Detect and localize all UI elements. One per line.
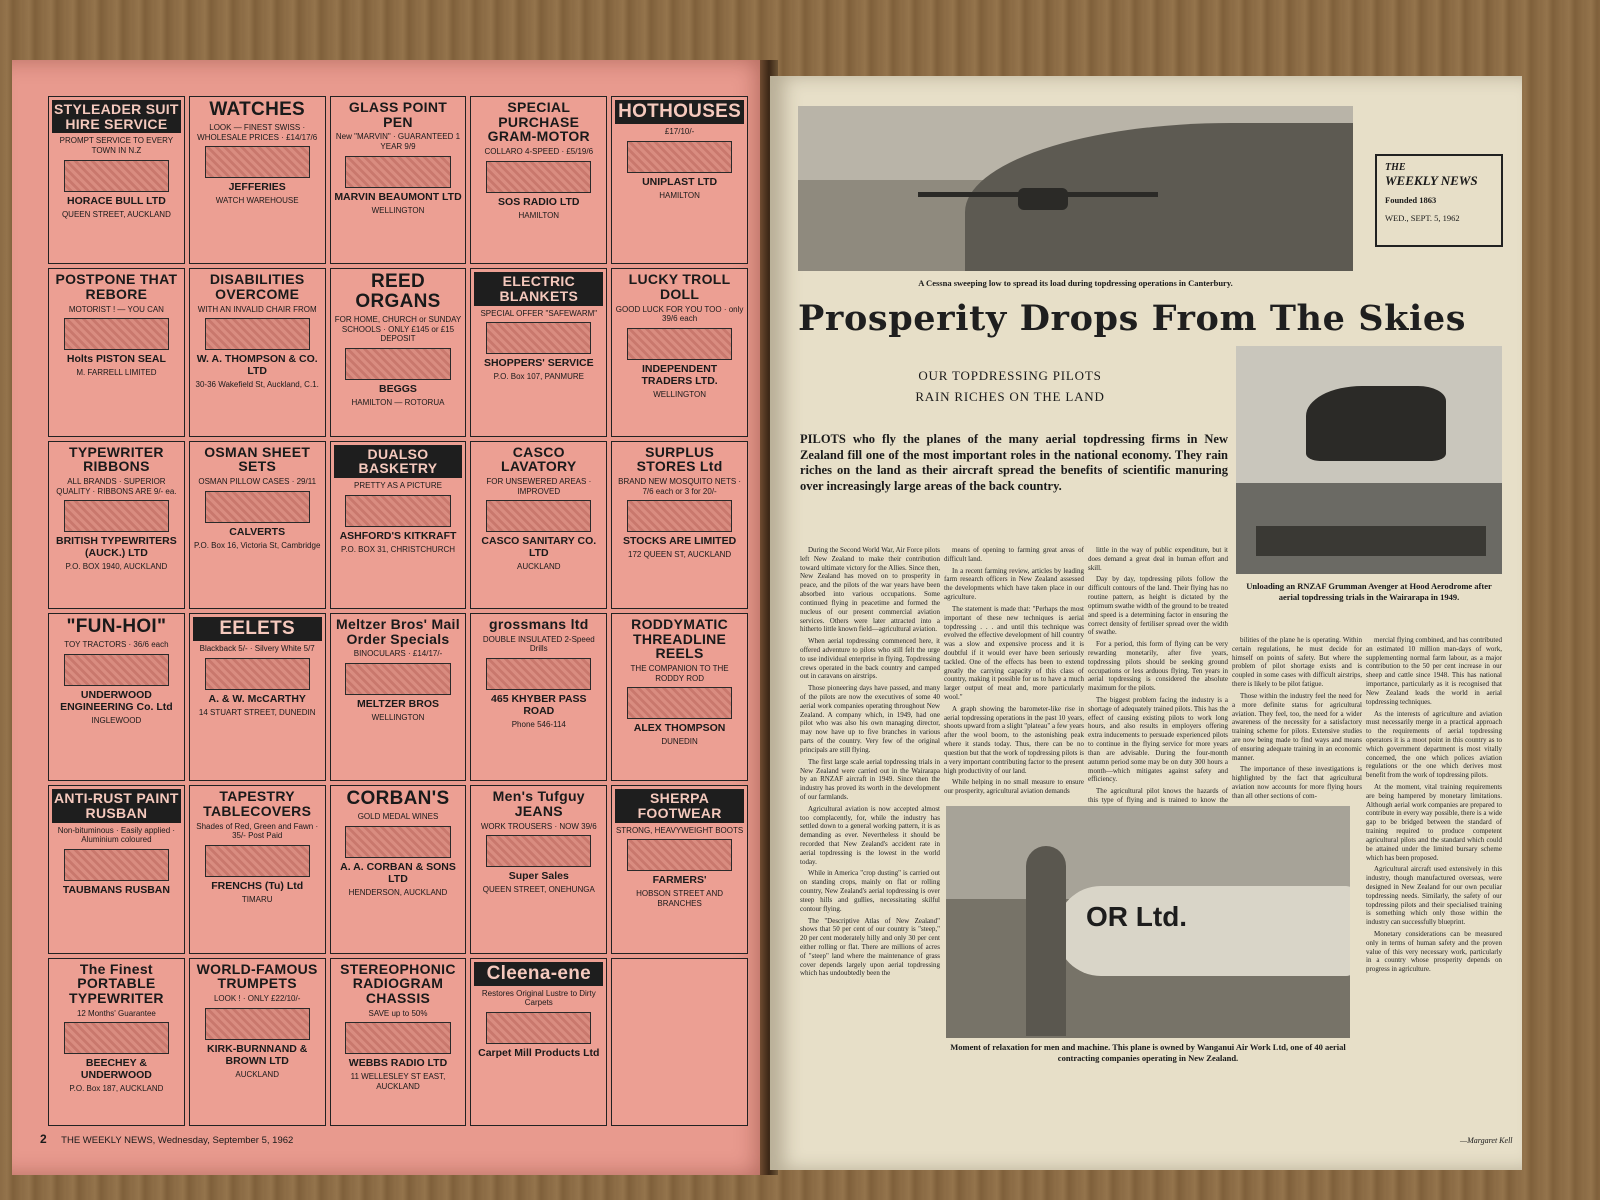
ad-advertiser: BEGGS	[379, 382, 417, 395]
ad-body: 12 Months' Guarantee	[76, 1008, 156, 1018]
article-paragraph: bilities of the plane he is operating. Within certain regulations, he must decide for himself on points of safety. But where the problem of pilot shortage exists and is coupled in some cases with difficult airstrips, there is likely to be pilot fatigue.	[1232, 636, 1362, 689]
ad-advertiser: SHOPPERS' SERVICE	[483, 357, 594, 370]
classified-ad	[330, 785, 467, 953]
article-paragraph: During the Second World War, Air Force pilots left New Zealand to make their contribution toward ultimate victory for the Allies. Since then, New Zealand has moved on to prosperity in peace, and the pilots of the war years have been absorbed into various occupations. Some continued flying in peacetime and formed the nucleus of our present commercial aviation services. Others were later attracted into a hitherto little known field—agricultural aviation.	[800, 546, 940, 634]
ad-illustration	[486, 500, 591, 532]
subhead-line-1: OUR TOPDRESSING PILOTS	[918, 368, 1102, 383]
ad-headline: "FUN-HOI"	[66, 615, 167, 637]
ad-illustration	[64, 849, 169, 881]
ad-address: WELLINGTON	[653, 390, 706, 400]
article-column-1	[800, 546, 940, 1166]
ad-illustration	[64, 654, 169, 686]
ad-body: THE COMPANION TO THE RODDY ROD	[630, 664, 729, 683]
masthead-date: WED., SEPT. 5, 1962	[1385, 213, 1460, 223]
article-paragraph: As the interests of agriculture and aviation must necessarily merge in a practical approach to the requirements of aerial topdressing operators it is a moot point in this country as to which government department is most vitally concerned, the one which polices aviation regulations or the one which derives most benefit from the work of topdressing pilots.	[1366, 709, 1502, 780]
ad-advertiser: 465 KHYBER PASS ROAD	[491, 692, 587, 717]
ad-body: OSMAN PILLOW CASES · 29/11	[198, 477, 317, 487]
ad-body: TOY TRACTORS · 36/6 each	[64, 639, 169, 649]
classified-ad	[189, 441, 326, 609]
ad-body: PRETTY AS A PICTURE	[354, 481, 442, 491]
article-paragraph: Agricultural aircraft used extensively in this industry, though manufactured overseas, were designed in New Zealand for our own peculiar topdressing needs. Similarly, the safety of our topdressing pilots and their specialised training is something which only those within the industry can successfully blueprint.	[1366, 865, 1502, 927]
ad-address: AUCKLAND	[235, 1069, 279, 1079]
ad-headline: REED ORGANS	[355, 271, 441, 313]
ad-address: AUCKLAND	[517, 562, 561, 572]
ad-body: MOTORIST ! — YOU CAN	[68, 304, 164, 314]
ad-advertiser: SOS RADIO LTD	[498, 195, 580, 208]
ad-address: P.O. Box 16, Victoria St, Cambridge	[193, 540, 321, 550]
ad-headline: HOTHOUSES	[615, 100, 744, 124]
ad-advertiser: WEBBS RADIO LTD	[348, 1057, 448, 1070]
ad-headline: TYPEWRITER RIBBONS	[69, 443, 164, 475]
ad-address: P.O. BOX 31, CHRISTCHURCH	[340, 544, 456, 554]
masthead-title: WEEKLY NEWS	[1385, 173, 1478, 188]
ad-illustration	[205, 1008, 310, 1040]
ad-illustration	[345, 826, 450, 858]
classified-ad	[470, 958, 607, 1126]
ad-advertiser: A. & W. McCARTHY	[208, 692, 306, 705]
ad-illustration	[627, 141, 732, 173]
article-paragraph: In a recent farming review, articles by leading farm research officers in New Zealand assessed the developments which have taken place in our agriculture.	[944, 566, 1084, 602]
article-paragraph: While in America "crop dusting" is carried out on standing crops, mainly on flat or rolling country, New Zealand's aerial topdressing is over steep hills and gullies, necessitating skilful contour flying.	[800, 869, 940, 913]
ad-advertiser: UNDERWOOD ENGINEERING Co. Ltd	[60, 688, 173, 713]
ad-headline: CASCO LAVATORY	[501, 443, 577, 475]
classified-ad	[48, 268, 185, 436]
classified-ad	[48, 613, 185, 781]
article-paragraph: Day by day, topdressing pilots follow the difficult contours of the land. Their flying has no routine pattern, as height is dictated by the optimum swathe width of the ground to be treated and speed is a determining factor in ensuring the correct density of fertiliser spread over the width of swathe.	[1088, 575, 1228, 637]
article-paragraph: Monetary considerations can be measured only in terms of human safety and the proven value of this very necessary work, particularly in a country whose prosperity depends on progress in agriculture.	[1366, 930, 1502, 974]
article-headline: Prosperity Drops From The Skies	[798, 298, 1467, 339]
aircraft-body	[1018, 188, 1068, 210]
ad-headline: ANTI-RUST PAINT RUSBAN	[54, 790, 179, 822]
ad-headline: Men's Tufguy JEANS	[492, 788, 585, 820]
ad-body: BRAND NEW MOSQUITO NETS · 7/6 each or 3 for 20/-	[618, 477, 742, 496]
article-paragraph: When aerial topdressing commenced here, it offered adventure to pilots who still felt the urge to use individual enterprise in flying. Topdressing crews operated in the back country and camped out in caravans on airstrips.	[800, 637, 940, 681]
classified-ad	[330, 958, 467, 1126]
classified-ad	[470, 785, 607, 953]
ad-illustration	[64, 500, 169, 532]
ad-illustration	[627, 839, 732, 871]
ad-address: Phone 546-114	[511, 719, 566, 729]
ad-headline: Meltzer Bros' Mail Order Specials	[336, 615, 460, 647]
ad-address: QUEEN STREET, ONEHUNGA	[482, 885, 595, 895]
byline: —Margaret Kell	[1460, 1136, 1513, 1145]
ad-advertiser: BEECHEY & UNDERWOOD	[80, 1057, 152, 1082]
ad-address: 11 WELLESLEY ST EAST, AUCKLAND	[350, 1072, 446, 1091]
ad-advertiser: CASCO SANITARY CO. LTD	[481, 535, 597, 560]
ad-headline: OSMAN SHEET SETS	[204, 443, 311, 475]
classified-ad	[48, 958, 185, 1126]
ad-body: PROMPT SERVICE TO EVERY TOWN IN N.Z	[59, 136, 174, 155]
classified-ad	[330, 268, 467, 436]
article-paragraph: At the moment, vital training requirements are being hampered by monetary limitations. Although aerial work companies are prepared to contribute in every way possible, there is a wide gap to be bridged between the standard of training required to produce competent agricultural pilots and the standard which could be attained under the limited bursary scheme which has been proposed.	[1366, 783, 1502, 862]
classified-ad	[189, 785, 326, 953]
ad-body: FOR HOME, CHURCH or SUNDAY SCHOOLS · ONLY £145 or £15 DEPOSIT	[334, 315, 462, 344]
ad-headline: DUALSO BASKETRY	[334, 445, 463, 478]
ad-address: HAMILTON	[518, 210, 560, 220]
ad-address: HAMILTON	[659, 190, 700, 200]
subhead-line-2: RAIN RICHES ON THE LAND	[915, 388, 1105, 404]
article-paragraph: The importance of these investigations is highlighted by the fact that agricultural aviation now accounts for more flying hours than all other sections of com-	[1232, 765, 1362, 800]
ad-body: SAVE up to 50%	[368, 1008, 428, 1018]
article-paragraph: The agricultural pilot knows the hazards of this type of flying and is trained to know the	[1088, 787, 1228, 804]
classified-ad	[470, 96, 607, 264]
ad-illustration	[486, 658, 591, 690]
ad-illustration	[486, 835, 591, 867]
article-paragraph: The first large scale aerial topdressing trials in New Zealand were carried out in the Wairarapa by an RNZAF aircraft in 1949. Since then the industry has proved its worth in the development of our farmlands.	[800, 757, 940, 801]
classified-ad	[189, 96, 326, 264]
ad-body: Shades of Red, Green and Fawn · 35/- Post Paid	[196, 821, 319, 841]
ad-advertiser: Super Sales	[508, 870, 569, 883]
ad-illustration	[64, 318, 169, 350]
classified-ad	[611, 268, 748, 436]
top-photo-caption: A Cessna sweeping low to spread its load during topdressing operations in Canterbury.	[918, 278, 1233, 288]
classified-ad	[189, 958, 326, 1126]
ad-illustration	[345, 348, 450, 380]
ad-advertiser: ASHFORD'S KITKRAFT	[339, 529, 457, 542]
classified-ad	[330, 613, 467, 781]
classified-ad	[611, 785, 748, 953]
ad-illustration	[486, 322, 591, 354]
classified-ad	[330, 441, 467, 609]
article-paragraph: means of opening to farming great areas of difficult land.	[944, 546, 1084, 563]
ad-address: 30-36 Wakefield St, Auckland, C.1.	[195, 380, 319, 390]
ad-advertiser: JEFFERIES	[228, 181, 286, 194]
ad-advertiser: KIRK-BURNNAND & BROWN LTD	[207, 1042, 308, 1067]
ad-headline: ELECTRIC BLANKETS	[474, 272, 603, 305]
ad-advertiser: Carpet Mill Products Ltd	[478, 1046, 600, 1059]
classified-ad	[48, 96, 185, 264]
ad-headline: LUCKY TROLL DOLL	[628, 271, 731, 303]
ad-headline: DISABILITIES OVERCOME	[209, 271, 305, 303]
ad-body: DOUBLE INSULATED 2-Speed Drills	[482, 634, 595, 654]
ad-illustration	[205, 491, 310, 523]
ad-body: ALL BRANDS · SUPERIOR QUALITY · RIBBONS ARE 9/- ea.	[56, 477, 177, 496]
masthead	[1375, 154, 1503, 247]
ad-address: HENDERSON, AUCKLAND	[348, 887, 448, 897]
ad-address: WELLINGTON	[371, 205, 425, 215]
classified-ad	[189, 613, 326, 781]
ad-headline: STEREOPHONIC RADIOGRAM CHASSIS	[340, 960, 456, 1007]
ad-illustration	[205, 658, 310, 690]
ad-body: STRONG, HEAVYWEIGHT BOOTS	[615, 825, 744, 835]
avenger-aircraft	[1306, 386, 1446, 461]
ad-address: 172 QUEEN ST, AUCKLAND	[628, 550, 732, 560]
ad-address: HOBSON STREET AND BRANCHES	[636, 889, 724, 908]
article-paragraph: little in the way of public expenditure, but it does demand a great deal in human effort and skill.	[1088, 546, 1228, 572]
ad-headline: SPECIAL PURCHASE GRAM-MOTOR	[487, 99, 590, 145]
cessna-photo	[798, 106, 1353, 271]
ad-headline: RODDYMATIC THREADLINE REELS	[631, 615, 729, 662]
ad-advertiser: FARMERS'	[652, 874, 707, 887]
ad-illustration	[627, 328, 732, 360]
bottom-photo-caption: Moment of relaxation for men and machine. This plane is owned by Wanganui Air Work Ltd, one of 40 aerial contracting companies operating in New Zealand.	[950, 1042, 1346, 1063]
ad-address: WATCH WAREHOUSE	[215, 196, 299, 206]
article-paragraph: mercial flying combined, and has contributed an estimated 10 million man-days of work, supplementing normal farm labour, as a major contribution to the 50 per cent increase in our sheep and cattle since 1948. This has national importance, particularly as it is recognised that New Zealand leads the world in aerial topdressing techniques.	[1366, 636, 1502, 706]
ad-headline: EELETS	[193, 617, 322, 641]
ad-illustration	[345, 156, 450, 188]
ad-illustration	[205, 318, 310, 350]
classified-ad	[611, 441, 748, 609]
ad-illustration	[345, 1022, 450, 1054]
ad-illustration	[64, 1022, 169, 1054]
ad-illustration	[486, 1012, 591, 1044]
ad-advertiser: STOCKS ARE LIMITED	[623, 535, 737, 548]
article-paragraph: Those pioneering days have passed, and many of the pilots are now the executives of some 40 aerial work companies operating throughout New Zealand. A company which, in 1949, had one pilot who was also his own managing director, may now have up to five branches in various parts of the country. Very few of the original principals are still flying.	[800, 684, 940, 754]
article-paragraph: While helping in no small measure to ensure our prosperity, agricultural aviation demands	[944, 778, 1084, 796]
right-page	[770, 76, 1522, 1170]
ad-headline: SURPLUS STORES Ltd	[636, 443, 723, 475]
ad-advertiser: HORACE BULL LTD	[67, 194, 166, 207]
ad-body: LOOK — FINEST SWISS · WHOLESALE PRICES · £14/17/6	[197, 122, 318, 142]
article-paragraph: Those within the industry feel the need for a more definite status for agricultural aviation. They feel, too, the need for a wider awareness of the necessity for a satisfactory training scheme for pilots. Extensive studies are now being made to find ways and means of ensuring adequate training in an economic manner.	[1232, 691, 1362, 762]
ad-headline: STYLEADER SUIT HIRE SERVICE	[52, 100, 181, 133]
article-subhead	[860, 366, 1160, 408]
ad-body: £17/10/-	[664, 126, 695, 136]
page-number: 2	[40, 1132, 47, 1146]
ad-advertiser: MELTZER BROS	[356, 697, 440, 710]
right-photo-caption: Unloading an RNZAF Grumman Avenger at Hood Aerodrome after aerial topdressing trials in the Wairarapa in 1949.	[1246, 581, 1492, 602]
article-intro: PILOTS who fly the planes of the many aerial topdressing firms in New Zealand fill one of the most important roles in the national economy. They rain riches on the land as their aircraft spread the benefits of scientific manuring over increasingly large areas of the back country.	[800, 432, 1228, 493]
man-standing	[1026, 846, 1066, 1036]
classified-ad-grid	[48, 96, 748, 1126]
classified-ad	[189, 268, 326, 436]
masthead-line1: THE	[1385, 162, 1406, 173]
ad-illustration	[486, 161, 591, 193]
ad-body: Non-bituminous · Easily applied · Aluminium coloured	[57, 825, 176, 845]
ad-address: 14 STUART STREET, DUNEDIN	[198, 707, 316, 717]
ad-advertiser: Holts PISTON SEAL	[66, 353, 166, 366]
ad-illustration	[205, 845, 310, 877]
classified-ad	[330, 96, 467, 264]
ad-headline: TAPESTRY TABLECOVERS	[203, 788, 312, 820]
ad-headline: POSTPONE THAT REBORE	[55, 271, 178, 303]
classified-ad	[611, 613, 748, 781]
article-paragraph: The biggest problem facing the industry is a shortage of adequately trained pilots. This has the effect of causing existing pilots to work long hours, and also results in employers offering extra inducements to persuade experienced pilots to continue in the flying service for more years than are advisable. During the four-month autumn period some may be on duty 300 hours a month—which mitigates against safety and efficiency.	[1088, 696, 1228, 784]
ad-advertiser: ALEX THOMPSON	[633, 722, 726, 735]
ad-advertiser: UNIPLAST LTD	[642, 175, 718, 188]
ad-body: GOLD MEDAL WINES	[357, 812, 439, 822]
ad-headline: GLASS POINT PEN	[348, 99, 448, 130]
ad-headline: The Finest PORTABLE TYPEWRITER	[69, 960, 164, 1007]
ad-advertiser: BRITISH TYPEWRITERS (AUCK.) LTD	[56, 535, 177, 560]
ad-illustration	[345, 495, 450, 527]
ad-advertiser: TAUBMANS RUSBAN	[62, 883, 170, 896]
ad-advertiser: A. A. CORBAN & SONS LTD	[340, 860, 456, 885]
footer-text: THE WEEKLY NEWS, Wednesday, September 5, 1962	[61, 1135, 294, 1146]
ad-body: New "MARVIN" · GUARANTEED 1 YEAR 9/9	[335, 132, 461, 151]
ad-body: COLLARO 4-SPEED · £5/19/6	[484, 147, 594, 157]
ad-advertiser: W. A. THOMPSON & CO. LTD	[196, 353, 318, 378]
ad-advertiser: CALVERTS	[229, 525, 286, 538]
plane-livery-text: OR Ltd.	[1086, 901, 1188, 932]
ad-body: BINOCULARS · £14/17/-	[353, 649, 443, 659]
ad-body: WITH AN INVALID CHAIR FROM	[197, 304, 317, 314]
ad-address: P.O. BOX 1940, AUCKLAND	[65, 562, 168, 572]
article-paragraph: The statement is made that: "Perhaps the most important of these new techniques is aerial topdressing . . . and until this technique was evolved the effective development of hill country was a slow and expensive process and it is doubtful if it would ever have been seriously tackled. One of the effects has been to extend greatly the carrying capacity of this class of country, making it possible for us to have a much larger output of meat and, more particularly wool."	[944, 604, 1084, 701]
classified-ad	[470, 268, 607, 436]
article-paragraph: For a period, this form of flying can be very rewarding monetarily, after five years, topdressing pilots should be seeking ground occupations or less arduous flying. Ten years in aerial topdressing is considered the absolute maximum for the pilots.	[1088, 640, 1228, 693]
ad-headline: WORLD-FAMOUS TRUMPETS	[196, 960, 318, 992]
classified-ad	[48, 785, 185, 953]
ad-illustration	[627, 687, 732, 719]
ad-body: Restores Original Lustre to Dirty Carpets	[481, 988, 596, 1008]
ad-address: P.O. Box 107, PANMURE	[493, 372, 584, 382]
ad-headline: CORBAN'S	[346, 788, 450, 810]
article-paragraph: Agricultural aviation is now accepted almost too complacently, for, while the industry has settled down to a general working pattern, it is as demanding as ever. Nevertheless it should be recorded that New Zealand's accident rate in aerial topdressing is the lowest in the world today.	[800, 804, 940, 866]
ad-advertiser: INDEPENDENT TRADERS LTD.	[641, 362, 718, 387]
masthead-founded: Founded 1863	[1385, 195, 1437, 205]
left-page	[12, 60, 775, 1175]
ad-headline: grossmans ltd	[488, 615, 589, 632]
ground-crew	[1256, 526, 1486, 556]
classified-ad	[470, 613, 607, 781]
ad-address: TIMARU	[241, 894, 273, 904]
classified-ad	[611, 96, 748, 264]
ad-body: GOOD LUCK FOR YOU TOO · only 39/6 each	[615, 304, 744, 324]
ad-address: M. FARRELL LIMITED	[76, 368, 157, 378]
article-paragraph: The "Descriptive Atlas of New Zealand" shows that 50 per cent of our country is "steep," 20 per cent moderately hilly and only 30 per cent either rolling or flat. There are millions of acres of "steep" land where the maintenance of grass cover depends largely upon aerial topdressing which has undoubtedly been the	[800, 916, 940, 978]
ad-address: P.O. Box 187, AUCKLAND	[69, 1084, 164, 1094]
ad-advertiser: MARVIN BEAUMONT LTD	[334, 190, 462, 203]
classified-ad	[470, 441, 607, 609]
ad-body: WORK TROUSERS · NOW 39/6	[480, 821, 597, 831]
ad-body: FOR UNSEWERED AREAS · IMPROVED	[486, 477, 592, 496]
ad-illustration	[64, 160, 169, 192]
ad-headline: SHERPA FOOTWEAR	[615, 789, 744, 822]
ad-illustration	[345, 663, 450, 695]
classified-ad	[48, 441, 185, 609]
left-page-footer	[40, 1132, 293, 1146]
ad-illustration	[205, 146, 310, 178]
ad-address: DUNEDIN	[661, 737, 698, 747]
article-paragraph: A graph showing the barometer-like rise in aerial topdressing operations in the past 10 years, shoots upward from a slight "plateau" a few years after the wool boom, to the astonishing peak where it stands today. Thus, there can be no question but that the work of topdressing pilots is a very important contributing factor to the present high productivity of our land.	[944, 704, 1084, 775]
avenger-photo	[1236, 346, 1502, 574]
ad-body: SPECIAL OFFER "SAFEWARM"	[480, 308, 598, 318]
classified-ad	[611, 958, 748, 1126]
article-column-5	[1366, 636, 1502, 1131]
ad-headline: WATCHES	[209, 99, 306, 120]
ad-address: QUEEN STREET, AUCKLAND	[61, 209, 171, 219]
ad-address: WELLINGTON	[371, 713, 425, 723]
ad-advertiser: FRENCHS (Tu) Ltd	[211, 879, 304, 892]
relaxation-photo	[946, 806, 1350, 1038]
ad-body: LOOK ! · ONLY £22/10/-	[213, 994, 301, 1004]
ad-illustration	[627, 500, 732, 532]
ad-address: INGLEWOOD	[91, 715, 142, 725]
ad-body: Blackback 5/- · Silvery White 5/7	[199, 643, 315, 653]
ad-address: HAMILTON — ROTORUA	[351, 398, 445, 408]
ad-headline: Cleena-ene	[474, 962, 603, 986]
